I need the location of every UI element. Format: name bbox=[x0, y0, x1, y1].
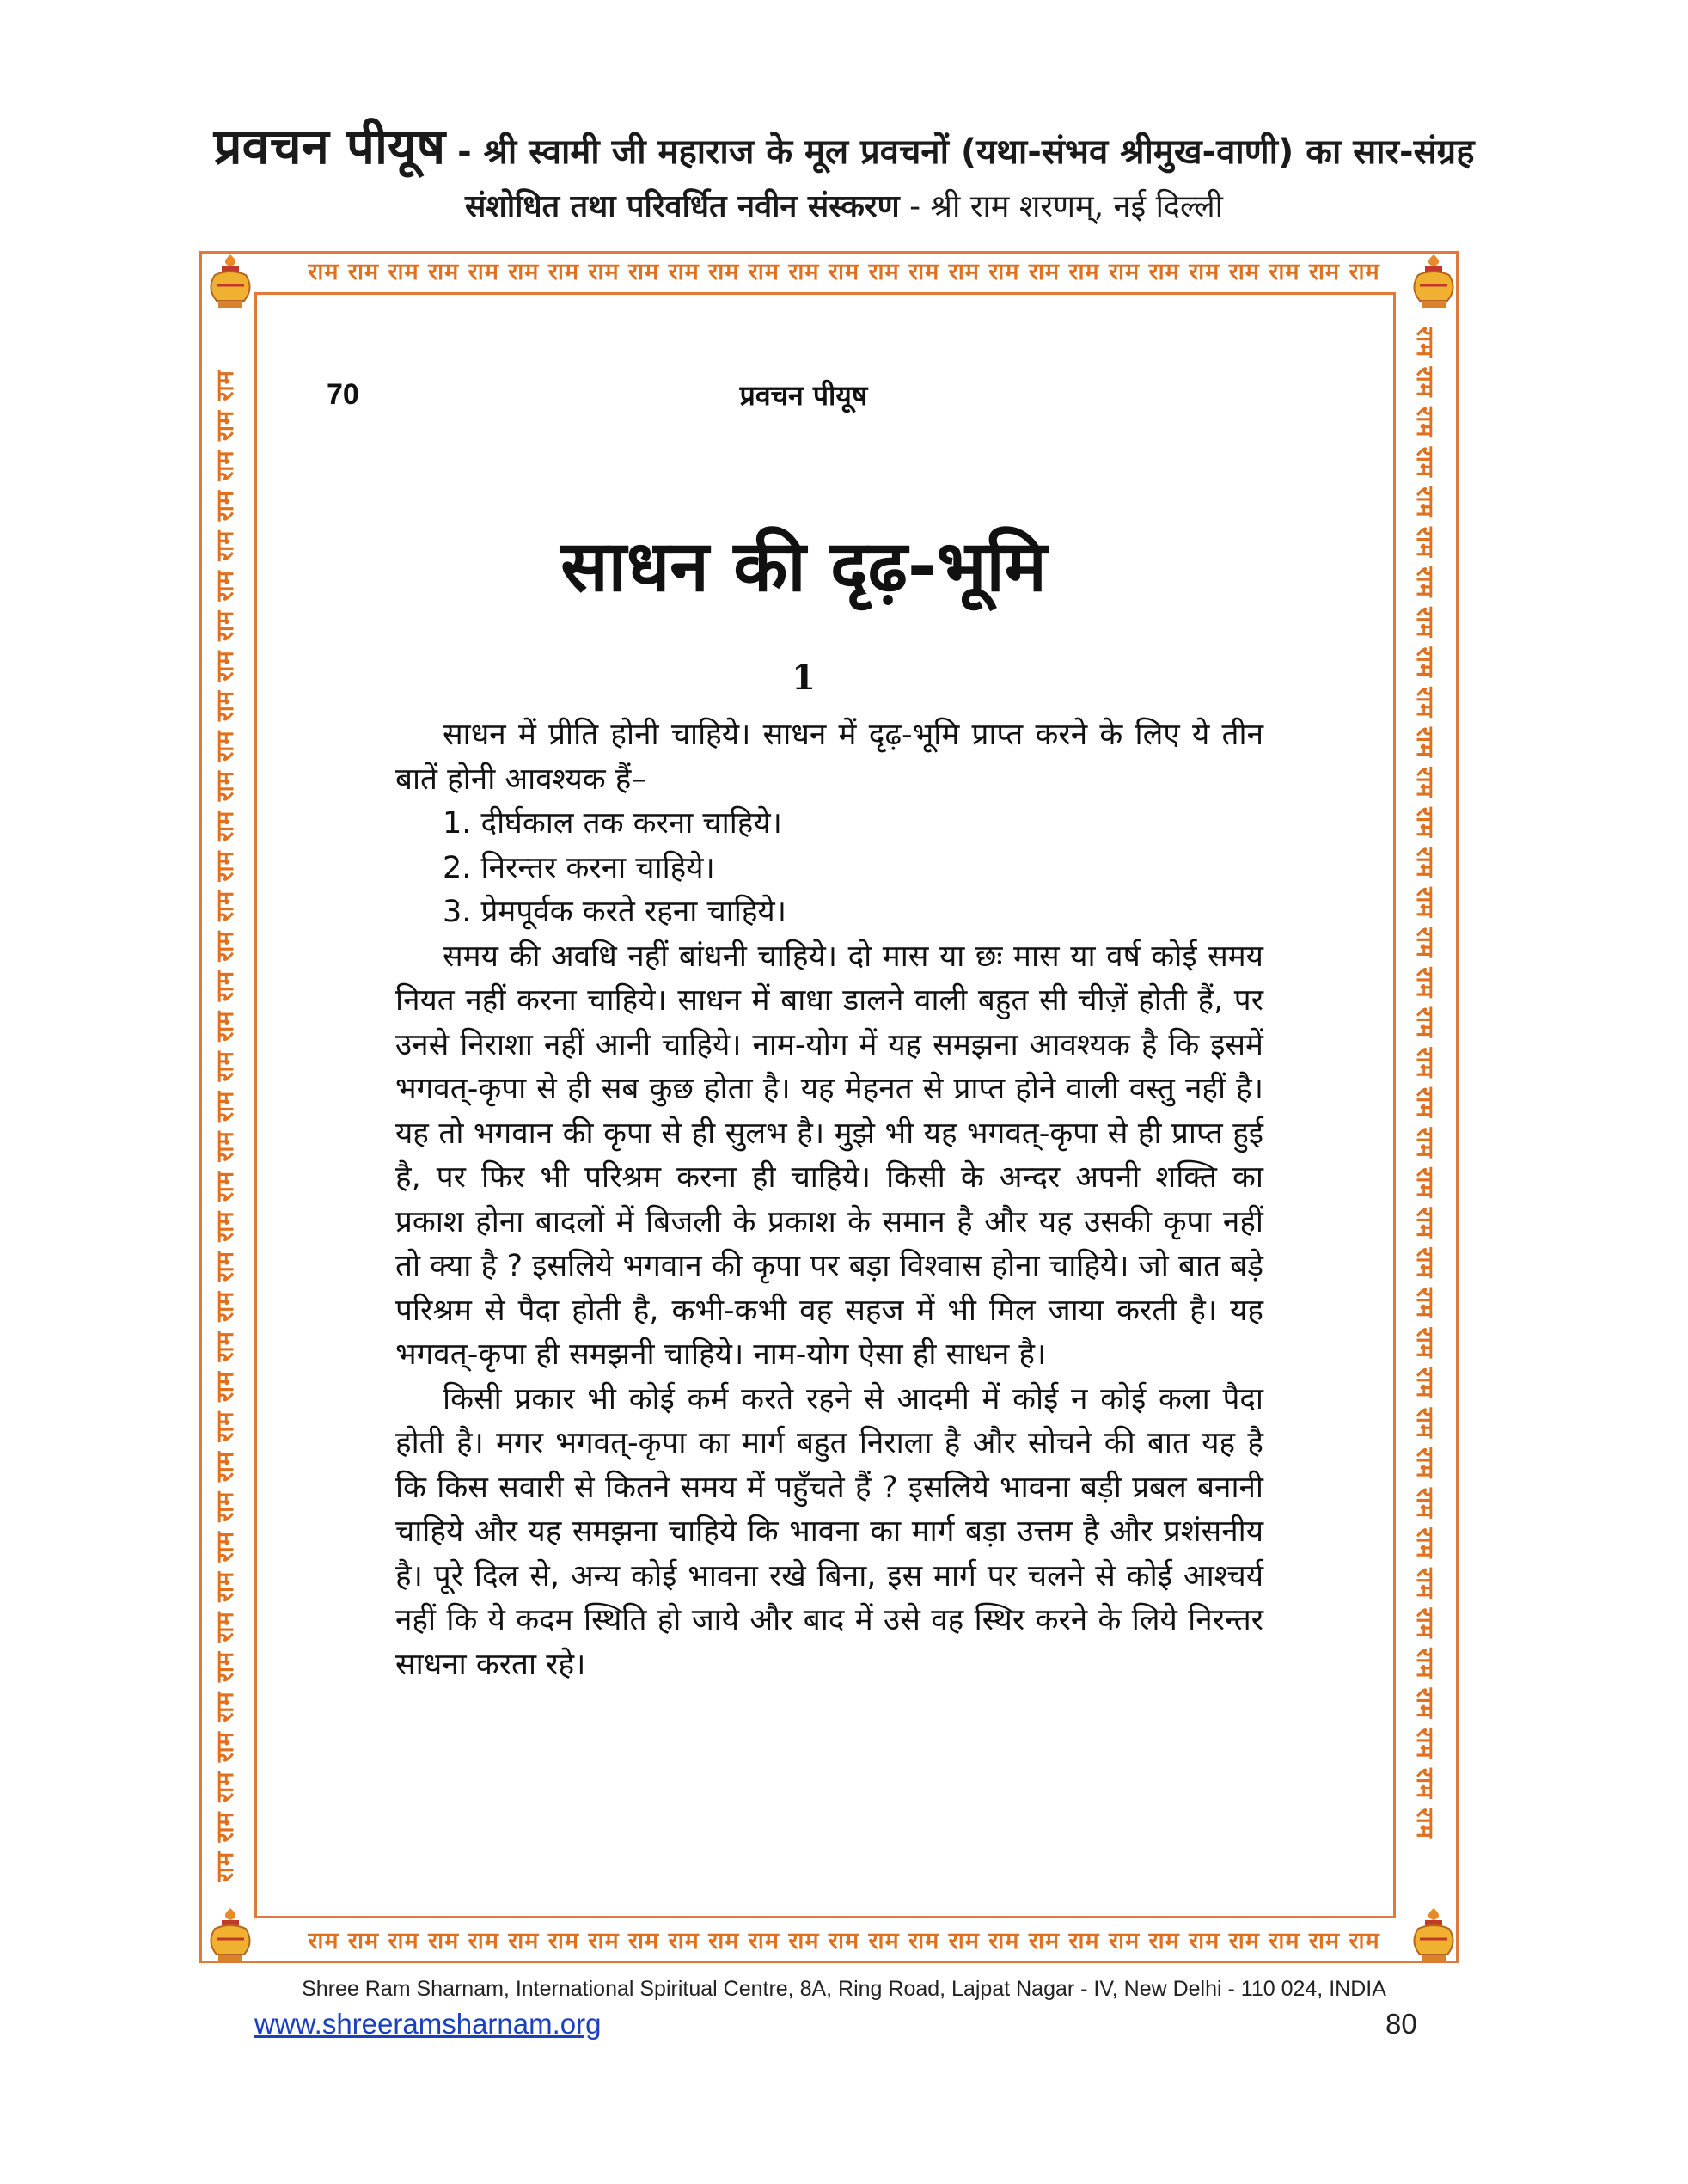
subheader-bold: संशोधित तथा परिवर्धित नवीन संस्करण bbox=[465, 189, 900, 224]
body-text bbox=[395, 713, 1263, 1687]
kalash-icon bbox=[1406, 251, 1461, 311]
kalash-icon bbox=[203, 251, 258, 311]
running-title: प्रवचन पीयूष bbox=[739, 379, 868, 412]
subheader-rest: - श्री राम शरणम्, नई दिल्ली bbox=[899, 189, 1223, 224]
header-title-rest: - श्री स्वामी जी महाराज के मूल प्रवचनों (यथा-संभव श्रीमुख-वाणी) का सार-संग्रह bbox=[445, 132, 1475, 172]
pdf-page-number: 80 bbox=[1385, 2008, 1417, 2040]
list-item: 3. प्रेमपूर्वक करते रहना चाहिये। bbox=[443, 895, 787, 929]
kalash-icon bbox=[1406, 1905, 1461, 1965]
chapter-title: साधन की दृढ़-भूमि bbox=[560, 526, 1047, 608]
document-subheader bbox=[0, 184, 1688, 226]
paragraph: समय की अवधि नहीं बांधनी चाहिये। दो मास या छः मास या वर्ष कोई समय नियत नहीं करना चाहिये। साधन में बाधा डालने वाली बहुत सी चीज़ें होती हैं, पर उनसे निराशा नहीं आनी चाहिये। नाम-योग में यह समझना आवश्यक है कि इसमें भगवत्-कृपा से ही सब कुछ होता है। यह मेहनत से प्राप्त होने वाली वस्तु नहीं है। यह तो भगवान की कृपा से ही सुलभ है। मुझे भी यह भगवत्-कृपा से ही प्राप्त हुई है, पर फिर भी परिश्रम करना ही चाहिये। किसी के अन्दर अपनी शक्ति का प्रकाश होना बादलों में बिजली के प्रकाश के समान है और यह उसकी कृपा नहीं तो क्या है ? इसलिये भगवान की कृपा पर बड़ा विश्वास होना चाहिये। जो बात बड़े परिश्रम से पैदा होती है, कभी-कभी वह सहज में भी मिल जाया करती है। यह भगवत्-कृपा ही समझनी चाहिये। नाम-योग ऐसा ही साधन है। bbox=[395, 939, 1263, 1372]
paragraph: साधन में प्रीति होनी चाहिये। साधन में दृढ़-भूमि प्राप्त करने के लिए ये तीन बातें होनी आवश्यक हैं– bbox=[395, 718, 1263, 797]
list-item: 2. निरन्तर करना चाहिये। bbox=[443, 850, 715, 885]
ram-border-left: राम राम राम राम राम राम राम राम राम राम राम राम राम राम राम राम राम राम राम राम राम राम राम राम राम राम राम राम राम राम राम राम राम राम राम राम राम राम bbox=[212, 370, 239, 1882]
ram-border-top: राम राम राम राम राम राम राम राम राम राम राम राम राम राम राम राम राम राम राम राम राम राम राम राम राम राम राम bbox=[308, 259, 1380, 285]
section-number: 1 bbox=[792, 658, 816, 698]
kalash-icon bbox=[203, 1905, 258, 1965]
ram-border-bottom: राम राम राम राम राम राम राम राम राम राम राम राम राम राम राम राम राम राम राम राम राम राम राम राम राम राम राम bbox=[308, 1928, 1380, 1955]
document-header bbox=[0, 110, 1688, 178]
list-item: 1. दीर्घकाल तक करना चाहिये। bbox=[443, 806, 782, 841]
footer-address: Shree Ram Sharnam, International Spiritual Centre, 8A, Ring Road, Lajpat Nagar - IV, New Delhi - 110 024, INDIA bbox=[302, 1977, 1386, 2001]
paragraph: किसी प्रकार भी कोई कर्म करते रहने से आदमी में कोई न कोई कला पैदा होती है। मगर भगवत्-कृपा का मार्ग बहुत निराला है और सोचने की बात यह है कि किस सवारी से कितने समय में पहुँचते हैं ? इसलिये भावना बड़ी प्रबल बनानी चाहिये और यह समझना चाहिये कि भावना का मार्ग बड़ा उत्तम है और प्रशंसनीय है। पूरे दिल से, अन्य कोई भावना रखे बिना, इस मार्ग पर चलने से कोई आश्चर्य नहीं कि ये कदम स्थिति हो जाये और बाद में उसे वह स्थिर करने के लिये निरन्तर साधना करता रहे। bbox=[395, 1381, 1263, 1682]
website-link[interactable]: www.shreeramsharnam.org bbox=[254, 2008, 602, 2040]
ram-border-right: राम राम राम राम राम राम राम राम राम राम राम राम राम राम राम राम राम राम राम राम राम राम राम राम राम राम राम राम राम राम राम राम राम राम राम राम राम राम bbox=[1411, 327, 1438, 1839]
book-page-number: 70 bbox=[327, 378, 359, 411]
header-title-main: प्रवचन पीयूष bbox=[213, 117, 446, 175]
